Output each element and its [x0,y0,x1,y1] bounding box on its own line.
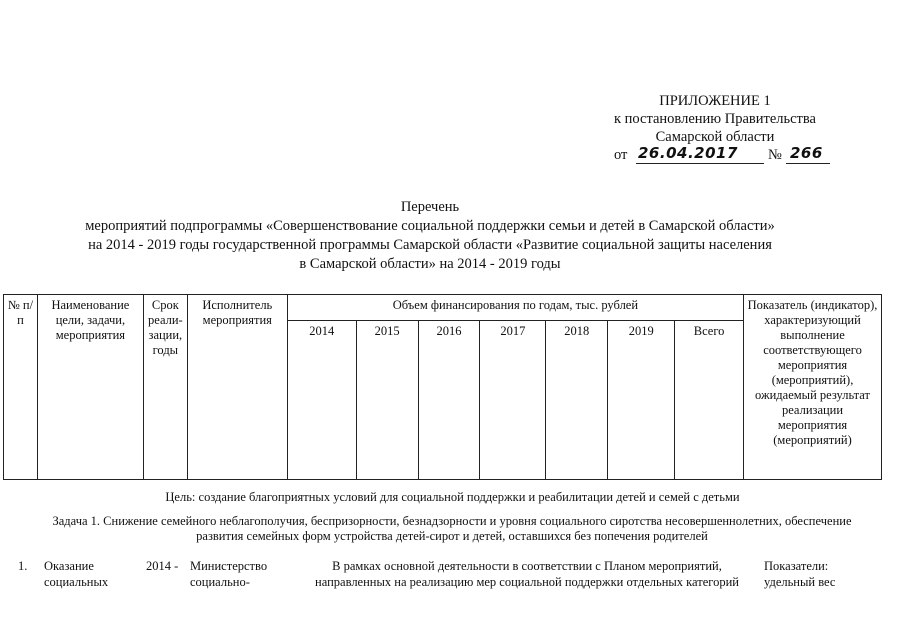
title-line-3: на 2014 - 2019 годы государственной программы Самарской области «Развитие социальной защиты населения [88,237,772,253]
header-funding: Объем финансирования по годам, тыс. рублей [287,295,743,321]
appendix-number-line [600,146,830,168]
title-line-4: в Самарской области» на 2014 - 2019 годы [299,256,561,272]
header-year-2016: 2016 [418,321,480,480]
header-year-2018: 2018 [546,321,608,480]
header-year-2017: 2017 [480,321,546,480]
header-year-2015: 2015 [356,321,418,480]
header-number: № п/п [4,295,38,480]
task-line-1: Задача 1. Снижение семейного неблагополучия, беспризорности, безнадзорности и уровня социального сиротства несовершеннолетних, обеспечение [52,514,852,528]
row1-executor-line-2: социально- [190,575,250,589]
handwritten-number: 266 [790,144,823,162]
header-name: Наименование цели, задачи, мероприятия [37,295,143,480]
document-title [30,198,830,274]
row1-executor [190,558,267,590]
appendix-line-3: Самарской области [655,129,775,145]
handwritten-date: 26.04.2017 [638,144,738,162]
row1-indicator-line-2: удельный вес [764,575,836,589]
appendix-title: ПРИЛОЖЕНИЕ 1 [659,93,771,109]
header-executor: Исполнитель мероприятия [187,295,287,480]
appendix-block [600,92,830,163]
number-underline [786,163,830,164]
appendix-line-2: к постановлению Правительства [614,111,816,127]
title-line-2: мероприятий подпрограммы «Совершенствование социальной поддержки семьи и детей в Самарской области» [85,218,775,234]
row1-executor-line-1: Министерство [190,559,268,573]
from-label: от [614,147,628,163]
row1-term: 2014 - [146,559,179,573]
title-line-1: Перечень [400,199,460,215]
row1-name [44,558,108,590]
number-label: № [768,147,782,163]
header-term: Срок реали-зации, годы [143,295,187,480]
header-year-2019: 2019 [608,321,675,480]
task-line-2: развития семейных форм устройства детей-сирот и детей, оставшихся без попечения родителей [196,529,708,543]
header-year-2014: 2014 [287,321,356,480]
row1-number: 1. [18,559,28,573]
goal-row: Цель: создание благоприятных условий для социальной поддержки и реабилитации детей и семей с детьми [165,490,740,504]
measures-table-header [3,294,882,480]
row1-description-line-1: В рамках основной деятельности в соответствии с Планом мероприятий, [332,559,722,573]
header-total: Всего [675,321,744,480]
date-underline [636,163,764,164]
row1-name-line-2: социальных [44,575,109,589]
row1-indicator-line-1: Показатели: [764,559,829,573]
task-row [12,514,892,544]
row1-description-line-2: направленных на реализацию мер социальной поддержки отдельных категорий [315,575,739,589]
row1-name-line-1: Оказание [44,559,94,573]
row1-description [292,558,762,590]
row1-indicator [764,558,835,590]
header-indicator: Показатель (индикатор), характеризующий выполнение соответствующего мероприятия (мероприятий), ожидаемый результат реализации мероприятия (мероприятий) [744,295,882,480]
